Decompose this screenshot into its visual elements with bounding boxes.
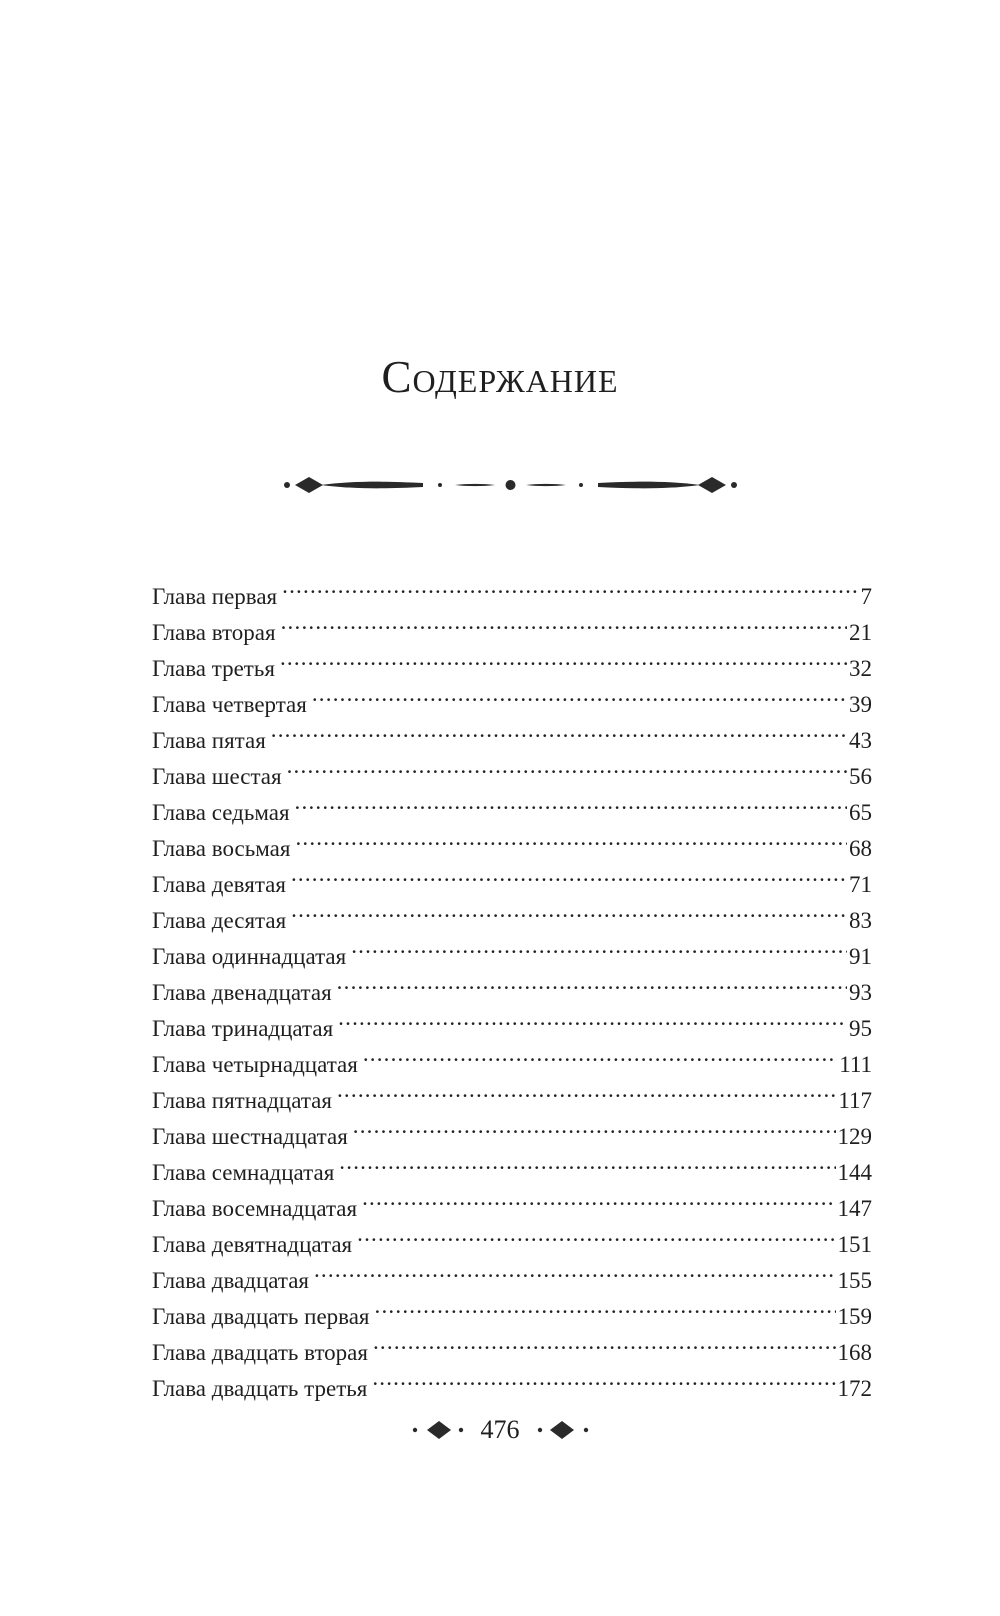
toc-entry-label: Глава четвертая	[152, 692, 307, 717]
toc-entry-page: 83	[849, 908, 872, 933]
toc-leader-dots	[375, 1288, 836, 1324]
toc-entry-page: 117	[838, 1088, 872, 1113]
toc-leader-dots	[291, 892, 847, 928]
toc-entry-page: 159	[837, 1304, 872, 1329]
toc-entry-page: 111	[839, 1052, 872, 1077]
toc-entry-page: 93	[849, 980, 872, 1005]
toc-leader-dots	[338, 1000, 847, 1036]
toc-entry-page: 43	[849, 728, 872, 753]
toc-leader-dots	[312, 676, 847, 712]
toc-entry-label: Глава вторая	[152, 620, 276, 645]
toc-leader-dots	[281, 604, 847, 640]
toc-entry-label: Глава тринадцатая	[152, 1016, 334, 1041]
toc-leader-dots	[362, 1180, 835, 1216]
toc-entry-label: Глава девятнадцатая	[152, 1232, 353, 1257]
decorative-divider-icon	[283, 472, 738, 498]
toc-entry-label: Глава двенадцатая	[152, 980, 332, 1005]
page-footer	[0, 1408, 1000, 1452]
toc-leader-dots	[351, 928, 847, 964]
toc-entry-label: Глава двадцать вторая	[152, 1340, 368, 1365]
toc-entry-page: 129	[837, 1124, 872, 1149]
toc-entry-page: 39	[849, 692, 872, 717]
table-of-contents	[152, 568, 872, 1401]
toc-entry-page: 32	[849, 656, 872, 681]
diamond-ornament-icon	[530, 1420, 590, 1440]
toc-entry-label: Глава первая	[152, 584, 278, 609]
toc-leader-dots	[314, 1252, 836, 1288]
page-number: 476	[480, 1415, 520, 1444]
toc-entry-label: Глава восемнадцатая	[152, 1196, 358, 1221]
toc-entry-page: 168	[837, 1340, 872, 1365]
toc-entry-label: Глава четырнадцатая	[152, 1052, 358, 1077]
toc-entry-label: Глава восьмая	[152, 836, 291, 861]
diamond-ornament-icon	[411, 1420, 471, 1440]
toc-leader-dots	[271, 712, 847, 748]
toc-entry-label: Глава двадцать третья	[152, 1376, 368, 1401]
toc-entry-label: Глава двадцать первая	[152, 1304, 370, 1329]
toc-entry[interactable]	[152, 568, 872, 609]
toc-leader-dots	[372, 1360, 835, 1396]
toc-entry-label: Глава десятая	[152, 908, 287, 933]
toc-leader-dots	[287, 748, 847, 784]
toc-entry-page: 68	[849, 836, 872, 861]
toc-entry-label: Глава шестнадцатая	[152, 1124, 348, 1149]
toc-entry-page: 95	[849, 1016, 872, 1041]
toc-leader-dots	[282, 568, 858, 604]
toc-leader-dots	[337, 964, 847, 1000]
toc-entry-page: 56	[849, 764, 872, 789]
toc-entry-page: 65	[849, 800, 872, 825]
page-title: Содержание	[381, 352, 619, 402]
toc-leader-dots	[357, 1216, 835, 1252]
toc-leader-dots	[280, 640, 847, 676]
toc-entry-page: 91	[849, 944, 872, 969]
toc-entry-label: Глава седьмая	[152, 800, 290, 825]
toc-entry-page: 172	[837, 1376, 872, 1401]
toc-entry-page: 147	[837, 1196, 872, 1221]
toc-entry-label: Глава двадцатая	[152, 1268, 309, 1293]
toc-leader-dots	[339, 1144, 835, 1180]
toc-entry-page: 151	[837, 1232, 872, 1257]
toc-entry-page: 7	[860, 584, 872, 609]
toc-leader-dots	[363, 1036, 837, 1072]
toc-entry-page: 144	[837, 1160, 872, 1185]
toc-entry-page: 155	[837, 1268, 872, 1293]
toc-entry-page: 21	[849, 620, 872, 645]
toc-leader-dots	[291, 856, 847, 892]
toc-leader-dots	[373, 1324, 836, 1360]
toc-leader-dots	[295, 784, 847, 820]
toc-entry-label: Глава пятая	[152, 728, 266, 753]
toc-leader-dots	[337, 1072, 836, 1108]
toc-entry-label: Глава шестая	[152, 764, 282, 789]
toc-leader-dots	[295, 820, 847, 856]
toc-entry-label: Глава девятая	[152, 872, 286, 897]
toc-entry-label: Глава пятнадцатая	[152, 1088, 332, 1113]
toc-entry-page: 71	[849, 872, 872, 897]
toc-entry-label: Глава третья	[152, 656, 275, 681]
toc-entry-label: Глава одиннадцатая	[152, 944, 347, 969]
toc-entry-label: Глава семнадцатая	[152, 1160, 335, 1185]
toc-leader-dots	[353, 1108, 836, 1144]
